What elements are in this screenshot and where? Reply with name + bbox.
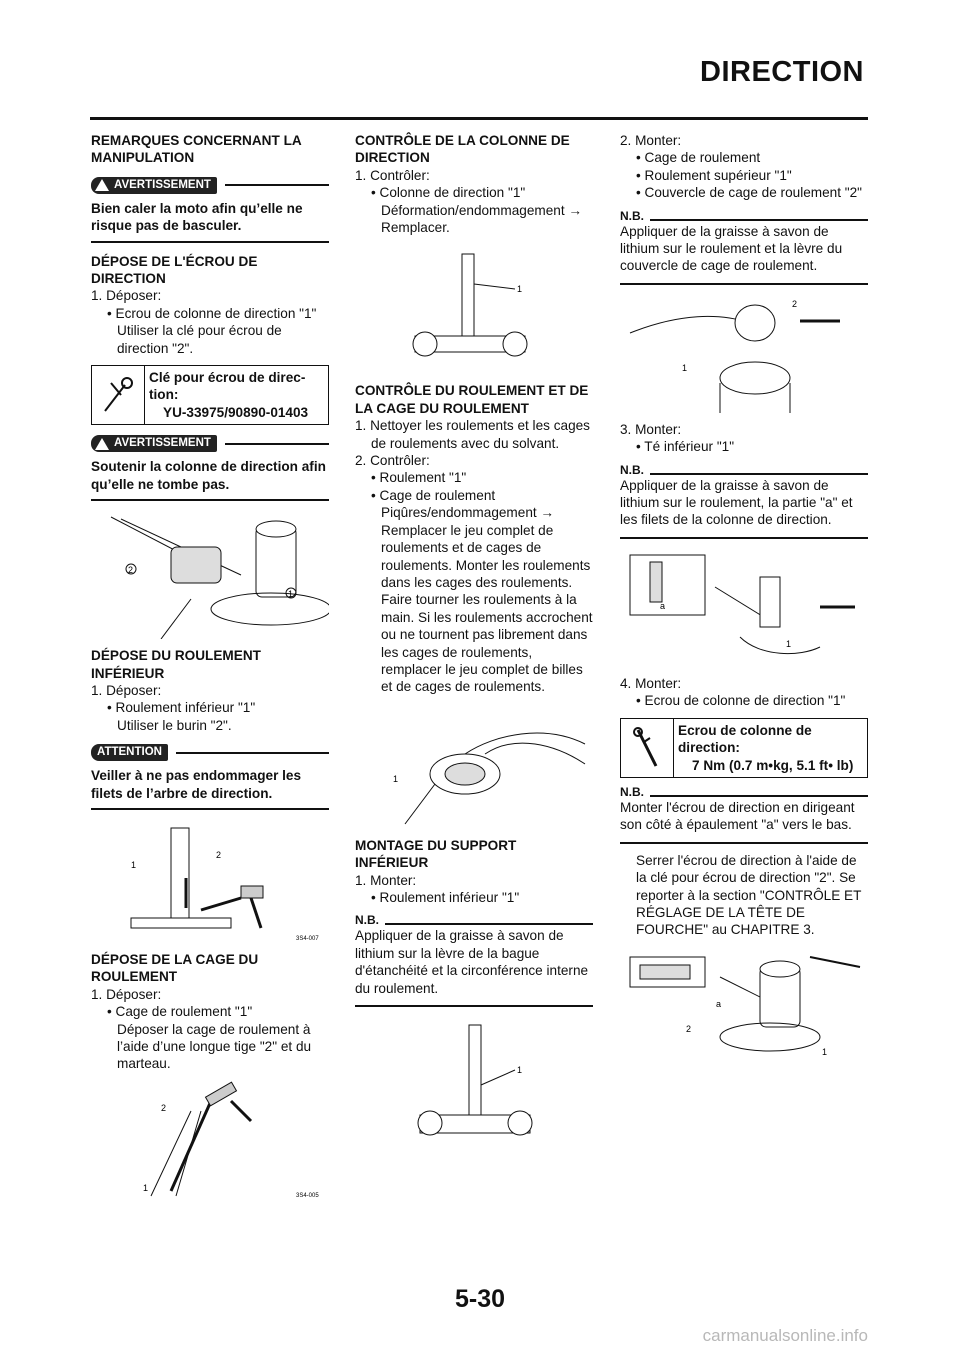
svg-text:1: 1 (517, 284, 523, 295)
svg-text:1: 1 (682, 362, 688, 373)
figure-lower-bracket-install (620, 547, 868, 667)
bullet-detail: Utiliser le burin "2". (117, 717, 232, 733)
svg-text:1: 1 (131, 859, 137, 870)
figure-code: 3S4-005 (296, 1192, 319, 1199)
figure-lower-bracket (355, 1015, 593, 1155)
svg-text:1: 1 (517, 1065, 523, 1075)
bullet: • Ecrou de colonne de direction "1" (636, 693, 846, 709)
section-title: DÉPOSE DE LA CAGE DU ROULEMENT (91, 951, 259, 985)
figure-steering-nut (91, 509, 329, 639)
bullet: • Ecrou de colonne de direction "1" (107, 305, 317, 321)
svg-text:1: 1 (288, 589, 294, 600)
step: 4. Monter: (620, 675, 682, 691)
figure-bearing-race-removal (91, 1081, 329, 1201)
step: 2. Monter: (620, 133, 682, 148)
bullet: • Cage de roulement (636, 150, 761, 166)
warning-text: Bien caler la moto afin qu’elle ne risque pas de basculer. (91, 200, 329, 243)
note-text: Appliquer de la graisse à savon de lithium sur le roulement, la partie "a" et les filets de la colonne de direction. (620, 477, 868, 539)
figure-code: 3S4-007 (296, 935, 319, 942)
step: 2. Contrôler: (355, 453, 430, 469)
svg-text:2: 2 (686, 1023, 692, 1034)
bullet: • Colonne de direction "1" (371, 185, 526, 201)
bullet: • Roulement "1" (371, 470, 467, 486)
column-right (620, 132, 868, 1095)
section-title: DÉPOSE DE L'ÉCROU DE DIRECTION (91, 253, 258, 287)
header-rule (90, 117, 868, 120)
svg-text:2: 2 (216, 849, 222, 860)
warning-text: Soutenir la colonne de direction afin qu’elle ne tombe pas. (91, 458, 329, 501)
attention-tag: ATTENTION (91, 744, 168, 761)
svg-text:a: a (716, 998, 722, 1009)
torque-value: 7 Nm (0.7 m•kg, 5.1 ft• lb) (692, 757, 854, 773)
svg-text:a: a (660, 600, 666, 611)
attention-box (91, 744, 329, 810)
column-middle (355, 132, 593, 1163)
bullet: • Roulement inférieur "1" (371, 889, 520, 905)
note-label: N.B. (620, 462, 644, 477)
warning-icon (95, 438, 109, 450)
torque-name: Ecrou de colonne de direction: (678, 722, 812, 756)
bullet-detail: Déposer la cage de roulement à l’aide d’une longue tige "2" et du marteau. (117, 1021, 312, 1072)
figure-lower-bearing-removal (91, 818, 329, 943)
bullet: • Cage de roulement (371, 487, 496, 503)
warning-tag (91, 435, 217, 452)
figure-upper-bearing (620, 293, 868, 413)
instruction-text: Serrer l'écrou de direction à l'aide de la clé pour écrou de direction "2". Se reporter à la section "CONTRÔLE ET RÉGLAGE DE LA TÊTE DE FOURCHE" au CHAPITRE 3. (636, 852, 862, 938)
section-title: MONTAGE DU SUPPORT INFÉRIEUR (355, 837, 517, 871)
figure-steering-nut-install (620, 947, 868, 1087)
bullet: • Té inférieur "1" (636, 439, 735, 455)
note-text: Appliquer de la graisse à savon de lithium sur la lèvre de la bague d'étanchéité et la circonférence interne du roulement. (355, 927, 593, 1007)
note-box (620, 464, 868, 539)
note-label: N.B. (355, 913, 379, 928)
svg-text:1: 1 (786, 638, 792, 649)
svg-text:1: 1 (822, 1046, 828, 1057)
warning-tag (91, 177, 217, 194)
note-box (620, 786, 868, 844)
attention-text: Veiller à ne pas endommager les filets de l’arbre de direction. (91, 767, 329, 810)
section-title: DÉPOSE DU ROULEMENT INFÉRIEUR (91, 648, 261, 681)
figure-steering-stem (355, 244, 593, 374)
section-title: CONTRÔLE DE LA COLONNE DE DIRECTION (355, 133, 570, 166)
figure-bearing-check (355, 704, 593, 829)
bullet-detail: Utiliser la clé pour écrou de direction "2". (117, 323, 282, 356)
svg-text:1: 1 (143, 1182, 149, 1193)
torque-wrench-icon (621, 719, 674, 777)
step: 1. Contrôler: (355, 167, 430, 183)
note-box (355, 914, 593, 1007)
svg-text:2: 2 (792, 298, 798, 309)
note-text: Monter l'écrou de direction en dirigeant son côté à épaulement "a" vers le bas. (620, 799, 868, 844)
tool-box (91, 365, 329, 425)
step: 1. Nettoyer les roulements et les cages de roulements avec du solvant. (355, 418, 590, 451)
bullet: • Cage de roulement "1" (107, 1004, 253, 1020)
tool-code: YU-33975/90890-01403 (163, 404, 309, 420)
warning-label: AVERTISSEMENT (114, 437, 211, 450)
warning-label: AVERTISSEMENT (114, 178, 211, 191)
warning-box (91, 177, 329, 243)
watermark: carmanualsonline.info (702, 1326, 868, 1345)
svg-text:1: 1 (393, 773, 399, 784)
step: 3. Monter: (620, 421, 682, 437)
torque-box (620, 718, 868, 778)
tool-name: Clé pour écrou de direc- tion: (149, 370, 306, 403)
bullet-detail: Déformation/endommagement → Remplacer. (381, 202, 582, 236)
step: 1. Déposer: (91, 288, 162, 304)
bullet: • Roulement supérieur "1" (636, 167, 792, 183)
wrench-icon (92, 366, 145, 424)
step: 1. Déposer: (91, 986, 162, 1002)
page-number: 5-30 (454, 1285, 506, 1313)
column-left (91, 132, 329, 1209)
section-title: REMARQUES CONCERNANT LA MANIPULATION (91, 133, 302, 166)
page-title: DIRECTION (700, 56, 864, 88)
svg-text:2: 2 (128, 565, 134, 576)
warning-box (91, 435, 329, 501)
svg-text:2: 2 (161, 1102, 167, 1113)
bullet: • Couvercle de cage de roulement "2" (636, 185, 862, 201)
bullet: • Roulement inférieur "1" (107, 700, 256, 716)
warning-icon (95, 179, 109, 191)
bullet-detail: Piqûres/endommagement → Remplacer le jeu complet de roulements et de cages de roulements. Monter les roulements dans les cages des roulements. Faire tourner les roulements à la main. Si les roulements accrochent ou ne tournent pas librement dans les cages de roulements, remplacer le jeu complet de billes et de cages de roulements. (381, 505, 593, 695)
step: 1. Déposer: (91, 682, 162, 698)
section-title: CONTRÔLE DU ROULEMENT ET DE LA CAGE DU ROULEMENT (355, 383, 589, 416)
note-text: Appliquer de la graisse à savon de lithium sur le roulement et la lèvre du couvercle de cage de roulement. (620, 223, 868, 285)
note-label: N.B. (620, 784, 644, 799)
note-label: N.B. (620, 208, 644, 223)
step: 1. Monter: (355, 872, 417, 888)
note-box (620, 210, 868, 285)
